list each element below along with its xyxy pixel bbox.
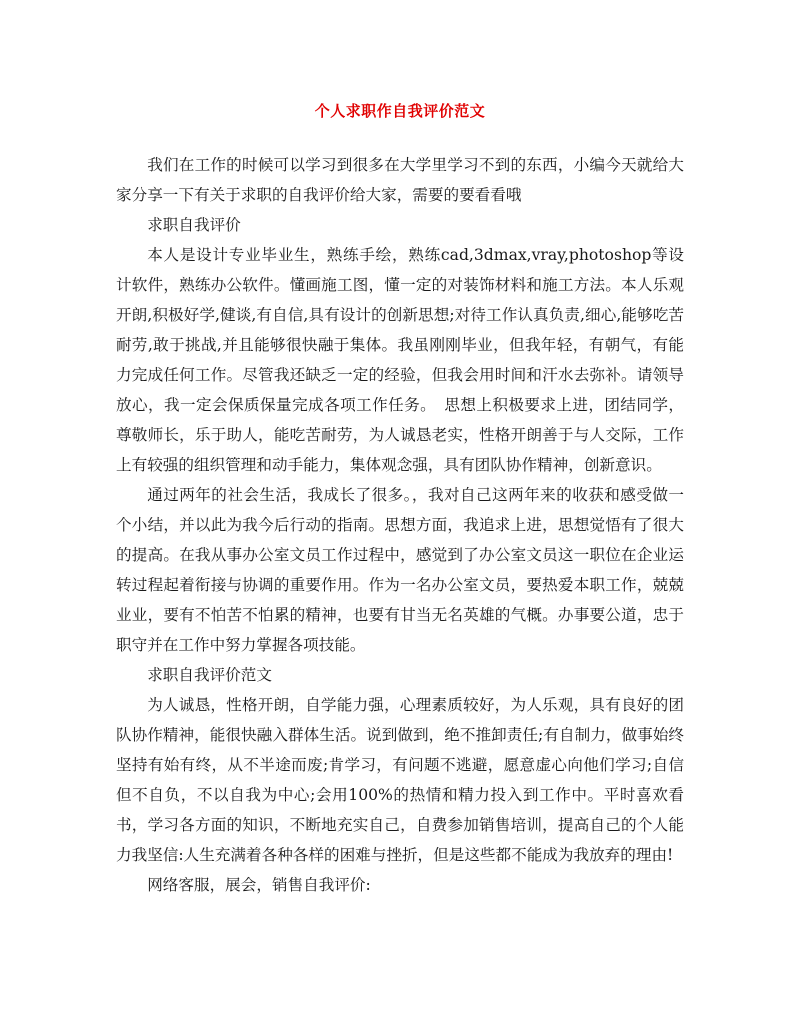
paragraph-personal-traits: 为人诚恳，性格开朗，自学能力强，心理素质较好，为人乐观，具有良好的团队协作精神，能很快融入群体生活。说到做到，绝不推卸责任;有自制力，做事始终坚持有始有终，从不半途而废;肯学习，有问题不逃避，愿意虚心向他们学习;自信但不自负，不以自我为中心;会用100%的热情和精力投入到工作中。平时喜欢看书，学习各方面的知识，不断地充实自己，自费参加销售培训，提高自己的个人能力我坚信:人生充满着各种各样的困难与挫折，但是这些都不能成为我放弃的理由!	[116, 696, 684, 864]
paragraph-designer-evaluation: 本人是设计专业毕业生，熟练手绘，熟练cad,3dmax,vray,photoshop等设计软件，熟练办公软件。懂画施工图，懂一定的对装饰材料和施工方法。本人乐观开朗,积极好学,健谈,有自信,具有设计的创新思想;对待工作认真负责,细心,能够吃苦耐劳,敢于挑战,并且能够很快融于集体。我虽刚刚毕业，但我年轻，有朝气，有能力完成任何工作。尽管我还缺乏一定的经验，但我会用时间和汗水去弥补。请领导放心，我一定会保质保量完成各项工作任务。 思想上积极要求上进，团结同学，尊敬师长，乐于助人，能吃苦耐劳，为人诚恳老实，性格开朗善于与人交际，工作上有较强的组织管理和动手能力，集体观念强，具有团队协作精神，创新意识。	[116, 246, 684, 474]
document-title: 个人求职作自我评价范文	[314, 102, 486, 120]
section-heading-self-evaluation: 求职自我评价	[147, 216, 241, 234]
section-heading-sales-evaluation: 网络客服，展会，销售自我评价:	[147, 876, 371, 894]
paragraph-intro: 我们在工作的时候可以学习到很多在大学里学习不到的东西，小编今天就给大家分享一下有关于求职的自我评价给大家，需要的要看看哦	[116, 156, 684, 204]
paragraph-office-clerk-evaluation: 通过两年的社会生活，我成长了很多。，我对自己这两年来的收获和感受做一个小结，并以此为我今后行动的指南。思想方面，我追求上进，思想觉悟有了很大的提高。在我从事办公室文员工作过程中，感觉到了办公室文员这一职位在企业运转过程起着衔接与协调的重要作用。作为一名办公室文员，要热爱本职工作，兢兢业业，要有不怕苦不怕累的精神，也要有甘当无名英雄的气概。办事要公道，忠于职守并在工作中努力掌握各项技能。	[116, 486, 684, 654]
document-body	[116, 150, 684, 900]
section-heading-sample: 求职自我评价范文	[147, 666, 272, 684]
